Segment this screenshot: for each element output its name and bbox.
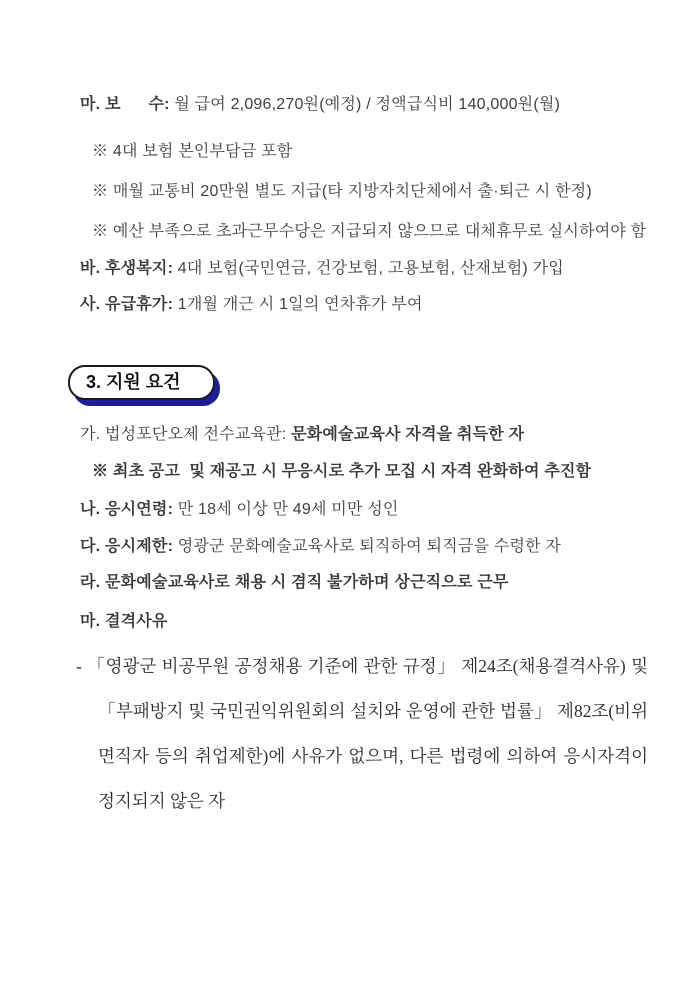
welfare-label: 바. 후생복지: [80, 260, 178, 277]
salary-note-overtime: ※ 예산 부족으로 초과근무수당은 지급되지 않으므로 대체휴무로 실시하여야 함 [92, 223, 647, 240]
requirement-age-line [80, 500, 648, 520]
paid-leave-line [80, 295, 648, 315]
section-3-header-box [68, 365, 215, 400]
welfare-line [80, 259, 648, 279]
section-3-header-wrap [80, 315, 648, 425]
paid-leave-label: 사. 유급휴가: [80, 296, 178, 313]
section-3-title: 3. 지원 요건 [86, 372, 181, 392]
salary-line [80, 95, 648, 115]
paid-leave-value: 1개월 개근 시 1일의 연차휴가 부여 [177, 296, 423, 313]
salary-label: 마. 보 수: [80, 96, 175, 113]
age-value: 만 18세 이상 만 49세 미만 성인 [177, 501, 399, 518]
disqualification-paragraph: - 「영광군 비공무원 공정채용 기준에 관한 규정」 제24조(채용결격사유) 및 「부패방지 및 국민권익위원회의 설치와 운영에 관한 법률」 제82조(비위면직자 등의 취업제한)에 사유가 없으며, 다른 법령에 의하여 응시자격이 정지되지 않은 자 [76, 656, 648, 811]
qualification-label: 가. 법성포단오제 전수교육관: [80, 426, 292, 443]
restriction-label: 다. 응시제한: [80, 538, 178, 555]
qualification-note: ※ 최초 공고 및 재공고 시 무응시로 추가 모집 시 자격 완화하여 추진함 [92, 463, 592, 480]
requirement-qualification-line [80, 425, 648, 445]
requirement-restriction-line [80, 537, 648, 557]
age-label: 나. 응시연령: [80, 501, 178, 518]
salary-note-insurance: ※ 4대 보험 본인부담금 포함 [92, 143, 293, 160]
restriction-value: 영광군 문화예술교육사로 퇴직하여 퇴직금을 수령한 자 [177, 538, 562, 555]
salary-value: 월 급여 2,096,270원(예정) / 정액급식비 140,000원(월) [174, 96, 561, 113]
qualification-value: 문화예술교육사 자격을 취득한 자 [291, 426, 525, 443]
requirement-employment-rule-line: 라. 문화예술교육사로 채용 시 겸직 불가하며 상근직으로 근무 [80, 574, 509, 591]
salary-note-transport: ※ 매월 교통비 20만원 별도 지급(타 지방자치단체에서 출·퇴근 시 한정) [92, 183, 592, 200]
welfare-value: 4대 보험(국민연금, 건강보험, 고용보험, 산재보험) 가입 [177, 260, 564, 277]
disqualification-title: 마. 결격사유 [80, 613, 168, 630]
